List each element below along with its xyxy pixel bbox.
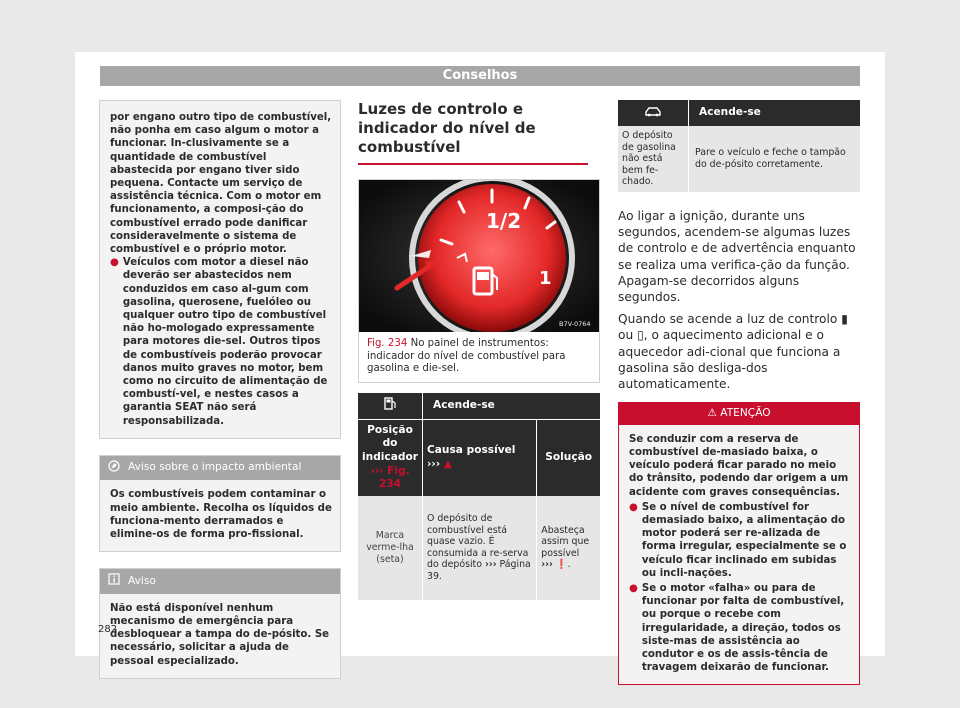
fuel-pump-icon	[383, 401, 397, 413]
environment-box-header	[100, 456, 340, 481]
fuel-cap-table	[618, 100, 860, 192]
section-heading: Luzes de controlo e indicador do nível de combustível	[358, 100, 536, 156]
col-cause-header	[423, 419, 537, 495]
warning-bullet-text: Veículos com motor a diesel não deverão ser abastecidos nem conduzidos em caso al-gum com gasolina, querosene, fuelóleo ou qualquer outro tipo de combustível não ho-mologado expressamente para motores die-sel. Outros tipos de combustíveis poderão provocar danos muito graves no motor, bem como no circuito de alimentação de combustí-vel, e nestes casos a garantia SEAT não será responsabilizada.	[122, 257, 328, 427]
arrow-ref-icon: ›››	[427, 457, 441, 470]
body-text	[618, 208, 860, 392]
caution-box-body	[619, 425, 859, 685]
fuel-gauge-image	[359, 180, 599, 332]
arrow-ref-icon: ›››	[541, 559, 553, 571]
fuel-cap-cell-solution: Pare o veículo e feche o tampão do de-pósito corretamente.	[689, 126, 861, 192]
right-column	[618, 100, 860, 685]
gauge-full-label: 1	[539, 268, 552, 289]
fuel-pump-icon-cell	[358, 393, 423, 420]
figure-code: B7V-0764	[559, 320, 591, 328]
exclamation-circle-icon: ❗	[555, 559, 568, 571]
cell-solution-text: Abasteça assim que possível	[541, 524, 590, 559]
notice-box-header	[100, 569, 340, 594]
environment-box-text: Os combustíveis podem contaminar o meio ambiente. Recolha os líquidos de funciona-mento derramados e elimine-os de forma pro-fissional.	[100, 480, 340, 551]
notice-box-text: Não está disponível nenhum mecanismo de emergência para desbloquear a tampa do de-pósito. Se necessário, solicitar a ajuda de pessoal especializado.	[100, 594, 340, 678]
fuel-cap-cell-cause: O depósito de gasolina não está bem fe-chado.	[618, 126, 689, 192]
fuel-cap-table-head: Acende-se	[689, 100, 861, 126]
heater-icon: ▮	[841, 312, 848, 327]
col-solution-header: Solução	[537, 419, 600, 495]
arrow-ref-icon: ›››	[484, 559, 497, 571]
col-position-header	[358, 419, 423, 495]
cell-solution: Abasteça assim que possível ››› ❗.	[537, 496, 600, 600]
warning-text: por engano outro tipo de combustível, não ponha em caso algum o motor a funcionar. In-clusivamente se a quantidade de combustível abastecida por engano tiver sido pequena. Contacte um serviço de assistência técnica. Com o motor em funcionamento, a composi-ção do combustível errado pode danificar consideravelmente o sistema de combustível e o próprio motor.	[110, 112, 332, 256]
gauge-half-label: 1/2	[486, 209, 522, 233]
figure-caption-text: No painel de instrumentos: indicador do nível de combustível para gasolina e die-sel.	[367, 338, 566, 375]
section-header: Conselhos	[100, 66, 860, 86]
figure-label: Fig. 234	[367, 338, 408, 349]
middle-column	[358, 100, 600, 600]
caution-box-header	[619, 403, 859, 425]
caution-bullet-1: ● Se o nível de combustível for demasiado baixo, a alimentação do motor poderá ser re-alizada de forma irregular, especialmente se o veículo ficar inclinado em subidas ou incli-nações.	[629, 501, 847, 579]
bullet-icon: ●	[629, 501, 638, 513]
table-head-label: Acende-se	[423, 393, 601, 420]
leaf-icon	[108, 460, 120, 477]
warning-box	[99, 100, 341, 439]
caution-box	[618, 402, 860, 685]
cell-cause-ref[interactable]: Página 39.	[427, 559, 531, 582]
caution-bullet-2: ● Se o motor «falha» ou para de funcionar por falta de combustível, ou porque o recebe com irregularidade, a direção, todos os siste-mas de assistência ao condutor e os de assis-tência de travagem deixarão de funcionar.	[629, 583, 845, 674]
left-column	[99, 100, 341, 679]
figure-caption	[359, 332, 599, 382]
page-number: 282	[98, 624, 118, 635]
body-paragraph-2: Quando se acende a luz de controlo ▮ ou ▯, o aquecimento adicional e o aquecedor adi-cional que funciona a gasolina são desliga-dos automaticamente.	[618, 312, 848, 392]
fuel-cap-icon	[645, 108, 661, 120]
col-position-label: Posição do indicador	[362, 423, 418, 463]
fuel-cap-icon-cell	[618, 100, 689, 126]
heater-outline-icon: ▯	[637, 328, 644, 343]
warning-triangle-icon: ▲	[443, 457, 452, 470]
cell-cause	[423, 496, 537, 600]
bullet-icon: ●	[629, 583, 638, 595]
figure-box	[358, 179, 600, 383]
heading-underline	[358, 163, 588, 165]
cell-cause-text: O depósito de combustível está quase vazio. É consumida a re-serva do depósito	[427, 512, 529, 571]
info-icon	[108, 573, 120, 590]
caution-title: ATENÇÃO	[720, 407, 771, 420]
environment-box-title: Aviso sobre o impacto ambiental	[128, 461, 302, 474]
bullet-icon: ●	[110, 257, 119, 269]
warning-triangle-icon: ⚠	[707, 407, 717, 420]
caution-paragraph: Se conduzir com a reserva de combustível de-masiado baixa, o veículo poderá ficar parado no meio do trânsito, podendo dar origem a um acidente com graves consequências.	[629, 433, 849, 498]
notice-box-title: Aviso	[128, 574, 156, 587]
cell-position: Marca verme-lha (seta)	[358, 496, 423, 600]
col-cause-label: Causa possível	[427, 444, 516, 457]
notice-box	[99, 568, 341, 679]
indicator-table	[358, 393, 600, 600]
body-paragraph-1: Ao ligar a ignição, durante uns segundos, acendem-se algumas luzes de controlo e de advertência enquanto se realiza uma verifica-ção da função. Apagam-se decorridos alguns segundos.	[618, 209, 856, 305]
arrow-ref-icon: ›››	[370, 464, 384, 477]
environment-box	[99, 455, 341, 552]
col-position-ref[interactable]: Fig. 234	[378, 464, 410, 491]
